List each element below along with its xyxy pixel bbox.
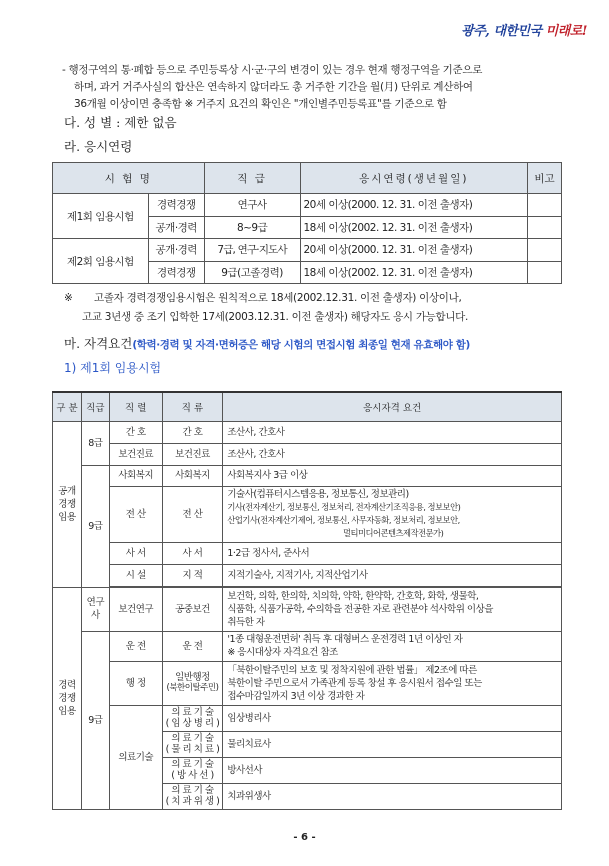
header-division: 구 분 (53, 392, 82, 421)
table-row (53, 421, 562, 443)
section-gender: 다. 성 별 : 제한 없음 (64, 115, 177, 130)
exam-name: 제1회 임용시험 (53, 194, 149, 239)
note-line: - 행정구역의 통·폐합 등으로 주민등록상 시·군·구의 변경이 있는 경우 현재 행정구역을 기준으로 (62, 64, 483, 76)
grade-8: 8급 (81, 421, 109, 465)
exam-note (528, 216, 562, 239)
section-qualification-note: (학력·경력 및 자격·면허증은 해당 시험의 면접시험 최종일 현재 유효해야 함) (132, 339, 470, 351)
kind: 지 적 (162, 564, 223, 586)
section-qualification (64, 334, 470, 352)
header-grade: 직 급 (204, 163, 300, 194)
kind: 일반행정 (북한이탈주민) (162, 661, 223, 705)
page-number: - 6 - (293, 832, 316, 843)
requirement: 기술사(컴퓨터시스템응용, 정보통신, 정보관리) 기사(전자계산기, 정보통신, 정보처리, 전자계산기조직응용, 정보보안) 산업기사(전자계산기제어, 정보통신, 사무자동화, 정보처리, 정보보안, 멀티미디어콘텐츠제작전문가) (223, 486, 562, 542)
kind: 의 료 기 술 ( 방 사 선 ) (162, 757, 223, 783)
kind: 간 호 (162, 421, 223, 443)
table-row (53, 542, 562, 564)
kind: 사회복지 (162, 465, 223, 486)
kind: 의 료 기 술 ( 임 상 병 리 ) (162, 705, 223, 731)
header-slogan: 광주, 대한민국 미래로! (461, 24, 587, 39)
exam-grade: 8~9급 (204, 216, 300, 239)
requirement: 임상병리사 (223, 705, 562, 731)
kind: 의 료 기 술 ( 물 리 치 료 ) (162, 731, 223, 757)
requirement: 「북한이탈주민의 보호 및 정착지원에 관한 법률」 제2조에 따른 북한이탈 주민으로서 가족관계 등록 창설 후 응시원서 접수일 또는 접수마감일까지 3년 이상 경과한 자 (223, 661, 562, 705)
exam-note (528, 239, 562, 262)
kind: 사 서 (162, 542, 223, 564)
header-kind: 직 류 (162, 392, 223, 421)
table-row (53, 587, 562, 631)
series: 사회복지 (109, 465, 162, 486)
exam-type: 경력경쟁 (148, 194, 204, 217)
exam-grade: 연구사 (204, 194, 300, 217)
requirement: 사회복지사 3급 이상 (223, 465, 562, 486)
kind: 보건진료 (162, 443, 223, 465)
exam-type: 공개·경력 (148, 239, 204, 262)
header-note: 비고 (528, 163, 562, 194)
exam-name: 제2회 임용시험 (53, 239, 149, 284)
requirement: 1·2급 정사서, 준사서 (223, 542, 562, 564)
kind: 전 산 (162, 486, 223, 542)
grade-9: 9급 (81, 631, 109, 809)
section-qualification-label: 마. 자격요건 (64, 336, 133, 351)
series: 행 정 (109, 661, 162, 705)
kind: 의 료 기 술 ( 치 과 위 생 ) (162, 783, 223, 809)
kind: 운 전 (162, 631, 223, 661)
series: 간 호 (109, 421, 162, 443)
series: 시 설 (109, 564, 162, 586)
note-line: 36개월 이상이면 충족함 ※ 거주지 요건의 확인은 "개인별주민등록표"를 기준으로 함 (74, 98, 447, 110)
footnote-mark: ※ (64, 292, 73, 304)
table-row (53, 486, 562, 542)
footnote-line: 고졸자 경력경쟁임용시험은 원칙적으로 18세(2002.12.31. 이전 출생자) 이상이나, (94, 292, 462, 304)
exam-grade: 9급(고졸경력) (204, 261, 300, 284)
table-header-row (53, 392, 562, 421)
division-career: 경력 경쟁 임용 (53, 587, 82, 809)
age-table (52, 162, 562, 284)
table-row (53, 631, 562, 661)
header-exam: 시 험 명 (53, 163, 205, 194)
exam-age: 20세 이상(2000. 12. 31. 이전 출생자) (300, 194, 528, 217)
kind: 공중보건 (162, 587, 223, 631)
division-open: 공개 경쟁 임용 (53, 421, 82, 587)
series: 운 전 (109, 631, 162, 661)
exam-grade: 7급, 연구·지도사 (204, 239, 300, 262)
requirement: '1종 대형운전면허' 취득 후 대형버스 운전경력 1년 이상인 자 ※ 응시대상자 자격요건 참조 (223, 631, 562, 661)
exam-age: 18세 이상(2002. 12. 31. 이전 출생자) (300, 261, 528, 284)
series: 사 서 (109, 542, 162, 564)
table-row (53, 443, 562, 465)
table-header-row (53, 163, 562, 194)
exam-age: 20세 이상(2000. 12. 31. 이전 출생자) (300, 239, 528, 262)
requirement: 조산사, 간호사 (223, 443, 562, 465)
table-row (53, 194, 562, 217)
footnote-line: 고교 3년생 중 조기 입학한 17세(2003.12.31. 이전 출생자) 해당자도 응시 가능합니다. (82, 311, 469, 323)
subsection-title: 1) 제1회 임용시험 (64, 361, 162, 375)
requirement: 지적기술사, 지적기사, 지적산업기사 (223, 564, 562, 586)
requirement: 보건학, 의학, 한의학, 치의학, 약학, 한약학, 간호학, 화학, 생물학, 식품학, 식품가공학, 수의학을 전공한 자로 관련분야 석사학위 이상을 취득한 자 (223, 587, 562, 631)
table-row (53, 564, 562, 586)
exam-note (528, 261, 562, 284)
series: 보건진료 (109, 443, 162, 465)
requirement: 치과위생사 (223, 783, 562, 809)
table-row (53, 239, 562, 262)
series: 전 산 (109, 486, 162, 542)
exam-age: 18세 이상(2002. 12. 31. 이전 출생자) (300, 216, 528, 239)
table-row (53, 705, 562, 731)
exam-note (528, 194, 562, 217)
age-footnote (64, 289, 564, 327)
header-age: 응시연령(생년월일) (300, 163, 528, 194)
table-row (53, 465, 562, 486)
section-age: 라. 응시연령 (64, 139, 133, 154)
grade-9: 9급 (81, 465, 109, 587)
grade-researcher: 연구사 (81, 587, 109, 631)
qualification-table (52, 391, 562, 810)
header-grade: 직급 (81, 392, 109, 421)
residence-note (62, 62, 584, 113)
exam-type: 경력경쟁 (148, 261, 204, 284)
header-series: 직 렬 (109, 392, 162, 421)
requirement: 조산사, 간호사 (223, 421, 562, 443)
header-requirement: 응시자격 요건 (223, 392, 562, 421)
note-line: 하며, 과거 거주사실의 합산은 연속하지 않더라도 총 거주한 기간을 월(月) 단위로 계산하여 (74, 81, 473, 93)
series: 의료기술 (109, 705, 162, 809)
table-row (53, 661, 562, 705)
exam-type: 공개·경력 (148, 216, 204, 239)
series: 보건연구 (109, 587, 162, 631)
requirement: 물리치료사 (223, 731, 562, 757)
requirement: 방사선사 (223, 757, 562, 783)
